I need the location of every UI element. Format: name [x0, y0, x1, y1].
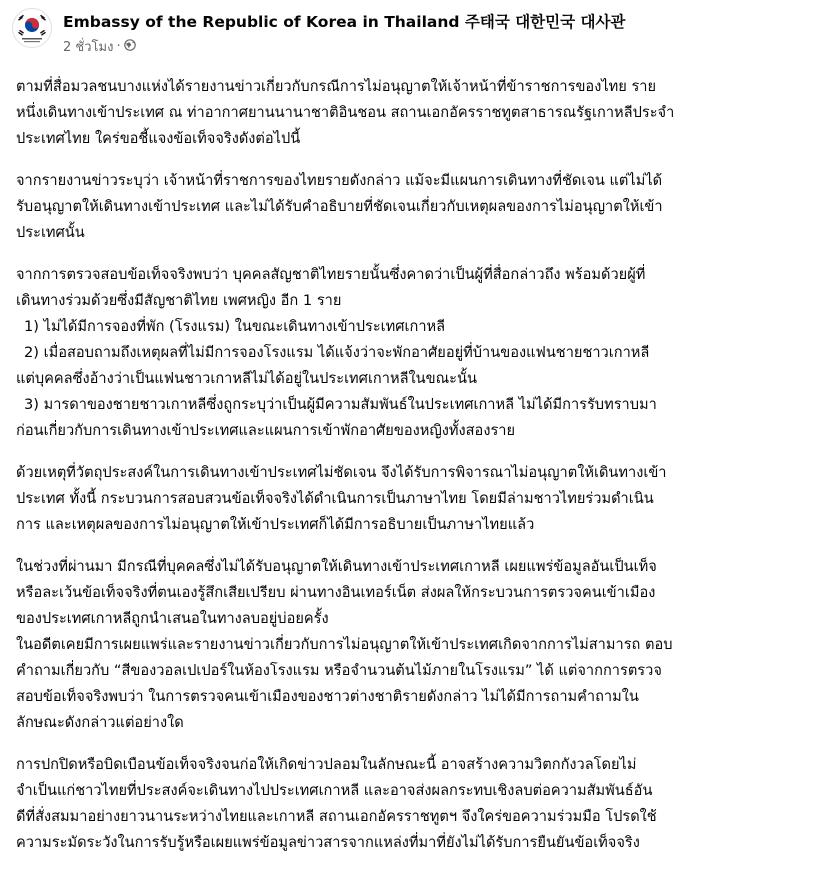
paragraph-misinformation: [16, 554, 812, 632]
avatar[interactable]: [12, 8, 52, 48]
text-line: จากการตรวจสอบข้อเท็จจริงพบว่า บุคคลสัญชาติไทยรายนั้นซึ่งคาดว่าเป็นผู้ที่สื่อกล่าวถึง พร้อมด้วยผู้ที่: [16, 266, 646, 283]
globe-icon[interactable]: [124, 39, 136, 55]
text-line: ก่อนเกี่ยวกับการเดินทางเข้าประเทศและแผนการเข้าพักอาศัยของหญิงทั้งสองราย: [16, 422, 516, 439]
meta-separator: ·: [116, 39, 121, 54]
text-line: ความระมัดระวังในการรับรู้หรือเผยแพร่ข้อมูลข่าวสารจากแหล่งที่มาที่ยังไม่ได้รับการยืนยันข้อเท็จจริง: [16, 834, 640, 851]
page-name-link[interactable]: Embassy of the Republic of Korea in Thailand 주태국 대한민국 대사관: [63, 13, 626, 31]
paragraph-decision: [16, 460, 812, 538]
text-line: การ และเหตุผลของการไม่อนุญาตให้เข้าประเทศก็ได้มีการอธิบายเป็นภาษาไทยแล้ว: [16, 516, 535, 533]
paragraph-past-reports: [16, 632, 812, 736]
text-line: สอบข้อเท็จจริงพบว่า ในการตรวจคนเข้าเมืองของชาวต่างชาติรายดังกล่าว ไม่ได้มีการถามคำถามใน: [16, 688, 639, 705]
text-line: หนึ่งเดินทางเข้าประเทศ ณ ท่าอากาศยานนานาชาติอินชอน สถานเอกอัครราชทูตสาธารณรัฐเกาหลีประจำ: [16, 104, 675, 121]
text-line: การปกปิดหรือบิดเบือนข้อเท็จจริงจนก่อให้เกิดข่าวปลอมในลักษณะนี้ อาจสร้างความวิตกกังวลโดยไม่: [16, 756, 637, 773]
text-line: เดินทางร่วมด้วยซึ่งมีสัญชาติไทย เพศหญิง อีก 1 ราย: [16, 292, 342, 309]
text-line: ของประเทศเกาหลีถูกนำเสนอในทางลบอยู่บ่อยครั้ง: [16, 610, 329, 627]
text-line: หรือละเว้นข้อเท็จจริงที่ตนเองรู้สึกเสียเปรียบ ผ่านทางอินเทอร์เน็ต ส่งผลให้กระบวนการตรวจคนเข้าเมือง: [16, 584, 656, 601]
text-line: ดีที่สั่งสมมาอย่างยาวนานระหว่างไทยและเกาหลี สถานเอกอัครราชทูตฯ จึงใคร่ขอความร่วมมือ โปรดใช้: [16, 808, 657, 825]
text-line: ประเทศนั้น: [16, 224, 85, 241]
paragraph-intro: [16, 74, 812, 152]
text-line: คำถามเกี่ยวกับ “สีของวอลเปเปอร์ในห้องโรงแรม หรือจำนวนต้นไม้ภายในโรงแรม” ได้ แต่จากการตรวจ: [16, 662, 662, 679]
text-line: ด้วยเหตุที่วัตถุประสงค์ในการเดินทางเข้าประเทศไม่ชัดเจน จึงได้รับการพิจารณาไม่อนุญาตให้เดินทางเข้า: [16, 464, 667, 481]
post-meta: [63, 36, 136, 57]
list-item: 1) ไม่ได้มีการจองที่พัก (โรงแรม) ในขณะเดินทางเข้าประเทศเกาหลี: [24, 318, 446, 335]
text-line: ลักษณะดังกล่าวแต่อย่างใด: [16, 714, 184, 731]
text-line: ในอดีตเคยมีการเผยแพร่และรายงานข่าวเกี่ยวกับการไม่อนุญาตให้เข้าประเทศเกิดจากการไม่สามารถ ตอบ: [16, 636, 673, 653]
post-body: [16, 74, 812, 872]
list-item: 3) มารดาของชายชาวเกาหลีซึ่งถูกระบุว่าเป็นผู้มีความสัมพันธ์ในประเทศเกาหลี ไม่ได้มีการรับทราบมา: [24, 396, 657, 413]
post-header: [12, 8, 812, 58]
text-line: ประเทศ ทั้งนี้ กระบวนการสอบสวนข้อเท็จจริงได้ดำเนินการเป็นภาษาไทย โดยมีล่ามชาวไทยร่วมดำเนิน: [16, 490, 654, 507]
text-line: ประเทศไทย ใคร่ขอชี้แจงข้อเท็จจริงดังต่อไปนี้: [16, 130, 301, 147]
text-line: แต่บุคคลซึ่งอ้างว่าเป็นแฟนชาวเกาหลีไม่ได้อยู่ในประเทศเกาหลีในขณะนั้น: [16, 370, 477, 387]
paragraph-report: [16, 168, 812, 246]
text-line: จากรายงานข่าวระบุว่า เจ้าหน้าที่ราชการของไทยรายดังกล่าว แม้จะมีแผนการเดินทางที่ชัดเจน แต่ไม่ได้: [16, 172, 663, 189]
text-line: รับอนุญาตให้เดินทางเข้าประเทศ และไม่ได้รับคำอธิบายที่ชัดเจนเกี่ยวกับเหตุผลของการไม่อนุญาตให้เข้า: [16, 198, 663, 215]
korean-flag-emblem-icon: [13, 9, 51, 47]
post-timestamp[interactable]: 2 ชั่วโมง: [63, 40, 114, 55]
text-line: จำเป็นแก่ชาวไทยที่ประสงค์จะเดินทางไปประเทศเกาหลี และอาจส่งผลกระทบเชิงลบต่อความสัมพันธ์อัน: [16, 782, 653, 799]
paragraph-request: [16, 752, 812, 856]
text-line: ตามที่สื่อมวลชนบางแห่งได้รายงานข่าวเกี่ยวกับกรณีการไม่อนุญาตให้เจ้าหน้าที่ข้าราชการของไทย ราย: [16, 78, 657, 95]
list-item: 2) เมื่อสอบถามถึงเหตุผลที่ไม่มีการจองโรงแรม ได้แจ้งว่าจะพักอาศัยอยู่ที่บ้านของแฟนชายชาวเกาหลี: [24, 344, 650, 361]
paragraph-findings: [16, 262, 812, 444]
text-line: ในช่วงที่ผ่านมา มีกรณีที่บุคคลซึ่งไม่ได้รับอนุญาตให้เดินทางเข้าประเทศเกาหลี เผยแพร่ข้อมูลอันเป็นเท็จ: [16, 558, 657, 575]
